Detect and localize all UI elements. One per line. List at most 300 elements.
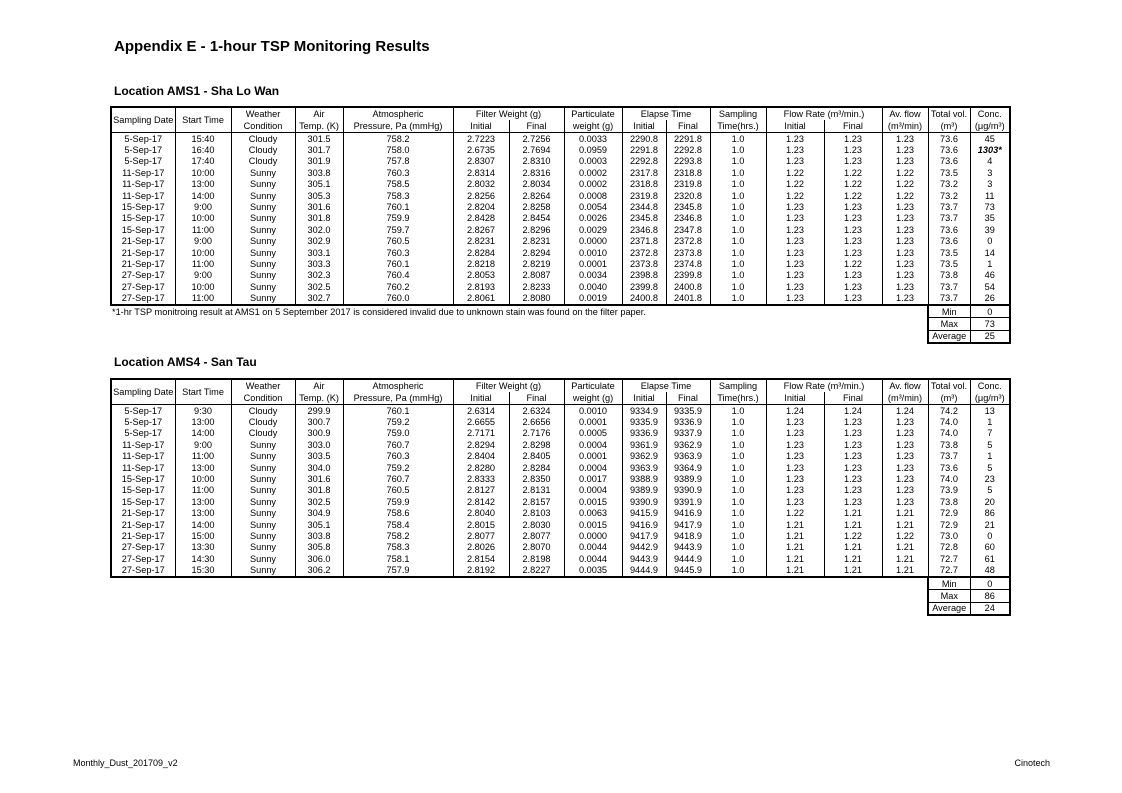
table-cell: 1.0 bbox=[710, 281, 766, 292]
table-cell: 9442.9 bbox=[622, 542, 666, 553]
table-cell: 302.5 bbox=[295, 496, 343, 507]
table-cell: 73.6 bbox=[928, 224, 970, 235]
table-cell: Sunny bbox=[231, 167, 295, 178]
table-cell: 2.6735 bbox=[453, 144, 509, 155]
table-cell: 14:00 bbox=[175, 519, 231, 530]
table-cell: 15-Sep-17 bbox=[111, 496, 175, 507]
table-cell: 1.22 bbox=[766, 167, 824, 178]
table-row bbox=[111, 258, 1010, 269]
table-cell: 1.22 bbox=[882, 179, 928, 190]
table-cell: 1.23 bbox=[766, 416, 824, 427]
table-cell: 9389.9 bbox=[622, 485, 666, 496]
table-cell: 760.4 bbox=[343, 270, 453, 281]
table-cell: 5 bbox=[970, 485, 1010, 496]
table-cell: 61 bbox=[970, 553, 1010, 564]
table-cell: 0.0054 bbox=[564, 201, 622, 212]
table-cell: 2.8142 bbox=[453, 496, 509, 507]
table-cell: 303.0 bbox=[295, 439, 343, 450]
table-cell: 9337.9 bbox=[666, 428, 710, 439]
table-cell: 73.7 bbox=[928, 292, 970, 304]
table-cell: 46 bbox=[970, 270, 1010, 281]
table-cell: 1.22 bbox=[824, 258, 882, 269]
table-cell: 10:00 bbox=[175, 473, 231, 484]
table-cell: 2.8256 bbox=[453, 190, 509, 201]
table-cell: 1.22 bbox=[882, 530, 928, 541]
table-cell: 23 bbox=[970, 473, 1010, 484]
table-cell: 0.0004 bbox=[564, 439, 622, 450]
table-row bbox=[111, 292, 1010, 304]
table-cell: 2.8296 bbox=[509, 224, 564, 235]
header-total-vol: Total vol. bbox=[928, 379, 970, 392]
table-row bbox=[111, 156, 1010, 167]
header-av-flow-unit: (m³/min) bbox=[882, 392, 928, 405]
table-cell: 74.2 bbox=[928, 405, 970, 417]
table-cell: 11 bbox=[970, 190, 1010, 201]
table-cell: 13:00 bbox=[175, 179, 231, 190]
table-cell: 2.8350 bbox=[509, 473, 564, 484]
table-cell: Sunny bbox=[231, 258, 295, 269]
table-cell: 1.23 bbox=[824, 451, 882, 462]
table-cell: 1.21 bbox=[824, 542, 882, 553]
table-cell: 9444.9 bbox=[622, 564, 666, 576]
table-row bbox=[111, 439, 1010, 450]
table-row bbox=[111, 247, 1010, 258]
table-row bbox=[111, 553, 1010, 564]
table-cell: Sunny bbox=[231, 179, 295, 190]
table-cell: 45 bbox=[970, 133, 1010, 145]
table-cell: Sunny bbox=[231, 473, 295, 484]
table-cell: 2290.8 bbox=[622, 133, 666, 145]
table-cell: 72.8 bbox=[928, 542, 970, 553]
header-condition: Condition bbox=[231, 392, 295, 405]
table-row bbox=[111, 473, 1010, 484]
table-cell: 2292.8 bbox=[622, 156, 666, 167]
table-cell: 1.23 bbox=[824, 201, 882, 212]
table-cell: 1.23 bbox=[766, 451, 824, 462]
table-cell: 760.3 bbox=[343, 167, 453, 178]
table-cell: Sunny bbox=[231, 508, 295, 519]
table-cell: 9334.9 bbox=[622, 405, 666, 417]
table-cell: 1303* bbox=[970, 144, 1010, 155]
table-cell: 760.0 bbox=[343, 292, 453, 304]
table-cell: 73.7 bbox=[928, 201, 970, 212]
table-cell: 2.6314 bbox=[453, 405, 509, 417]
table-cell: 306.2 bbox=[295, 564, 343, 576]
table-cell: 1.0 bbox=[710, 156, 766, 167]
table-cell: 1.0 bbox=[710, 167, 766, 178]
table-cell: 0.0026 bbox=[564, 213, 622, 224]
table-cell: 303.8 bbox=[295, 530, 343, 541]
table-cell: 2374.8 bbox=[666, 258, 710, 269]
table-cell: 9416.9 bbox=[666, 508, 710, 519]
table-cell: 1.21 bbox=[824, 519, 882, 530]
table-cell: 9335.9 bbox=[622, 416, 666, 427]
table-cell: 2320.8 bbox=[666, 190, 710, 201]
table-cell: 14:00 bbox=[175, 190, 231, 201]
table-cell: 2.8030 bbox=[509, 519, 564, 530]
table-cell: 74.0 bbox=[928, 416, 970, 427]
table-cell: 1.0 bbox=[710, 553, 766, 564]
table-cell: 3 bbox=[970, 179, 1010, 190]
table-cell: 7 bbox=[970, 428, 1010, 439]
table-cell: Sunny bbox=[231, 270, 295, 281]
table-cell: 1.23 bbox=[882, 213, 928, 224]
table-cell: 3 bbox=[970, 167, 1010, 178]
table-cell: 72.9 bbox=[928, 519, 970, 530]
table-row bbox=[111, 213, 1010, 224]
table-cell: 15:40 bbox=[175, 133, 231, 145]
table-cell: 1.23 bbox=[766, 439, 824, 450]
table-cell: 1.23 bbox=[824, 224, 882, 235]
table-row bbox=[111, 542, 1010, 553]
table-cell: 1.0 bbox=[710, 485, 766, 496]
header-flow-initial: Initial bbox=[766, 120, 824, 133]
table-cell: 1 bbox=[970, 258, 1010, 269]
table-cell: 2318.8 bbox=[622, 179, 666, 190]
table-cell: 760.7 bbox=[343, 439, 453, 450]
table-cell: 302.9 bbox=[295, 236, 343, 247]
table-cell: 11-Sep-17 bbox=[111, 439, 175, 450]
table-cell: 1.0 bbox=[710, 258, 766, 269]
table-cell: 1.23 bbox=[766, 133, 824, 145]
table-cell: 11-Sep-17 bbox=[111, 451, 175, 462]
table-cell: 1.23 bbox=[824, 213, 882, 224]
table-cell: 0.0063 bbox=[564, 508, 622, 519]
table-cell: 758.6 bbox=[343, 508, 453, 519]
table-cell: 11-Sep-17 bbox=[111, 462, 175, 473]
table-cell: 15-Sep-17 bbox=[111, 224, 175, 235]
table-cell: 9336.9 bbox=[666, 416, 710, 427]
table-cell: 759.9 bbox=[343, 496, 453, 507]
table-cell: 9:00 bbox=[175, 439, 231, 450]
header-sampling-date: Sampling Date bbox=[111, 379, 175, 405]
header-time-hrs: Time(hrs.) bbox=[710, 120, 766, 133]
table-cell: 11:00 bbox=[175, 451, 231, 462]
table-cell: 2399.8 bbox=[622, 281, 666, 292]
table-cell: Cloudy bbox=[231, 133, 295, 145]
table-cell: 2.8219 bbox=[509, 258, 564, 269]
header-condition: Condition bbox=[231, 120, 295, 133]
table-row bbox=[111, 179, 1010, 190]
table-cell: 9:30 bbox=[175, 405, 231, 417]
table-cell: 300.9 bbox=[295, 428, 343, 439]
table-cell: 11-Sep-17 bbox=[111, 190, 175, 201]
table-cell: 1.23 bbox=[766, 213, 824, 224]
table-cell: 1.0 bbox=[710, 439, 766, 450]
table-cell: 300.7 bbox=[295, 416, 343, 427]
header-total-vol-unit: (m³) bbox=[928, 392, 970, 405]
table-cell: 1 bbox=[970, 451, 1010, 462]
table-cell: 2.8267 bbox=[453, 224, 509, 235]
table-cell: 1.22 bbox=[824, 179, 882, 190]
table-cell: 27-Sep-17 bbox=[111, 281, 175, 292]
table-cell: Sunny bbox=[231, 530, 295, 541]
table-cell: 302.7 bbox=[295, 292, 343, 304]
table-cell: 1.23 bbox=[766, 236, 824, 247]
stat-label: Max bbox=[928, 318, 970, 330]
header-flow-final: Final bbox=[824, 392, 882, 405]
table-cell: 16:40 bbox=[175, 144, 231, 155]
table-cell: 73.2 bbox=[928, 190, 970, 201]
table-cell: 5 bbox=[970, 439, 1010, 450]
table-cell: 1.23 bbox=[882, 144, 928, 155]
table-row bbox=[111, 144, 1010, 155]
table-cell: 39 bbox=[970, 224, 1010, 235]
table-cell: 21-Sep-17 bbox=[111, 236, 175, 247]
table-cell: 2398.8 bbox=[622, 270, 666, 281]
header-filter-weight: Filter Weight (g) bbox=[453, 107, 564, 120]
table-cell: 1.0 bbox=[710, 236, 766, 247]
table-cell: 1.21 bbox=[766, 542, 824, 553]
table-cell: 2.8316 bbox=[509, 167, 564, 178]
table-row bbox=[111, 496, 1010, 507]
table-cell: 9391.9 bbox=[666, 496, 710, 507]
table-cell: 1.23 bbox=[882, 201, 928, 212]
table-cell: 760.5 bbox=[343, 485, 453, 496]
table-cell: Sunny bbox=[231, 451, 295, 462]
table-cell: 10:00 bbox=[175, 281, 231, 292]
table-row bbox=[111, 416, 1010, 427]
table-cell: 1.0 bbox=[710, 144, 766, 155]
header-conc: Conc. bbox=[970, 107, 1010, 120]
table-cell: 10:00 bbox=[175, 247, 231, 258]
table-cell: 1.22 bbox=[824, 190, 882, 201]
table-cell: 1.23 bbox=[824, 144, 882, 155]
table-row bbox=[111, 281, 1010, 292]
table-cell: 2.8264 bbox=[509, 190, 564, 201]
header-conc: Conc. bbox=[970, 379, 1010, 392]
header-conc-unit: (μg/m³) bbox=[970, 392, 1010, 405]
header-total-vol: Total vol. bbox=[928, 107, 970, 120]
table-cell: 9415.9 bbox=[622, 508, 666, 519]
table-cell: 0.0035 bbox=[564, 564, 622, 576]
table-cell: 0.0005 bbox=[564, 428, 622, 439]
table-cell: Cloudy bbox=[231, 156, 295, 167]
table-cell: 9:00 bbox=[175, 201, 231, 212]
header-elapse-time: Elapse Time bbox=[622, 107, 710, 120]
table-cell: 27-Sep-17 bbox=[111, 270, 175, 281]
table-cell: 73.6 bbox=[928, 144, 970, 155]
table-cell: 303.5 bbox=[295, 451, 343, 462]
table-cell: 758.1 bbox=[343, 553, 453, 564]
table-cell: 757.8 bbox=[343, 156, 453, 167]
table-cell: 1.0 bbox=[710, 564, 766, 576]
table-cell: 2.7171 bbox=[453, 428, 509, 439]
table-cell: 9361.9 bbox=[622, 439, 666, 450]
page-title: Appendix E - 1-hour TSP Monitoring Results bbox=[114, 38, 430, 55]
table-cell: 73.6 bbox=[928, 133, 970, 145]
header-temp: Temp. (K) bbox=[295, 392, 343, 405]
table-row bbox=[111, 270, 1010, 281]
table-cell: 1.0 bbox=[710, 179, 766, 190]
table-cell: 13 bbox=[970, 405, 1010, 417]
table-cell: 1.23 bbox=[766, 224, 824, 235]
table-cell: 1.23 bbox=[766, 496, 824, 507]
table-cell: 303.3 bbox=[295, 258, 343, 269]
table-cell: 2.8198 bbox=[509, 553, 564, 564]
table-cell: 1.0 bbox=[710, 270, 766, 281]
table-cell: 0 bbox=[970, 530, 1010, 541]
table-cell: 0.0959 bbox=[564, 144, 622, 155]
table-cell: Cloudy bbox=[231, 405, 295, 417]
table-cell: 2.8061 bbox=[453, 292, 509, 304]
table-cell: 2.8032 bbox=[453, 179, 509, 190]
table-cell: 0.0001 bbox=[564, 451, 622, 462]
table-cell: 2.8026 bbox=[453, 542, 509, 553]
table-cell: 1.0 bbox=[710, 224, 766, 235]
table-cell: Sunny bbox=[231, 519, 295, 530]
header-start-time: Start Time bbox=[175, 379, 231, 405]
table-cell: 2.8231 bbox=[509, 236, 564, 247]
table-cell: 9390.9 bbox=[666, 485, 710, 496]
table-cell: 9362.9 bbox=[622, 451, 666, 462]
stats-row bbox=[111, 602, 1010, 615]
table-cell: 760.1 bbox=[343, 405, 453, 417]
table-cell: 760.7 bbox=[343, 473, 453, 484]
table-cell: 302.3 bbox=[295, 270, 343, 281]
header-elapse-final: Final bbox=[666, 120, 710, 133]
table-cell: 1.23 bbox=[824, 292, 882, 304]
table-cell: 1.23 bbox=[882, 292, 928, 304]
table-cell: 2372.8 bbox=[666, 236, 710, 247]
table-cell: Cloudy bbox=[231, 416, 295, 427]
table-cell: 5 bbox=[970, 462, 1010, 473]
table-cell: 72.7 bbox=[928, 564, 970, 576]
table-cell: 10:00 bbox=[175, 167, 231, 178]
table-cell: 1.0 bbox=[710, 247, 766, 258]
table-cell: 2292.8 bbox=[666, 144, 710, 155]
table-cell: 11:00 bbox=[175, 292, 231, 304]
stats-row bbox=[111, 590, 1010, 602]
table-cell: 1.23 bbox=[824, 428, 882, 439]
table-cell: Sunny bbox=[231, 190, 295, 201]
spacer bbox=[111, 577, 928, 590]
header-air: Air bbox=[295, 107, 343, 120]
table-cell: 0.0001 bbox=[564, 258, 622, 269]
table-cell: 21-Sep-17 bbox=[111, 519, 175, 530]
table-cell: 758.2 bbox=[343, 133, 453, 145]
stat-value: 0 bbox=[970, 577, 1010, 590]
table-cell: 760.1 bbox=[343, 201, 453, 212]
table-cell: 1.23 bbox=[766, 428, 824, 439]
table-cell: 73.0 bbox=[928, 530, 970, 541]
table-cell: 1.23 bbox=[824, 439, 882, 450]
table-cell: 1.21 bbox=[882, 508, 928, 519]
table-cell: 0.0044 bbox=[564, 553, 622, 564]
table-cell: 27-Sep-17 bbox=[111, 542, 175, 553]
table-cell: 0.0040 bbox=[564, 281, 622, 292]
table-cell: 1.21 bbox=[882, 519, 928, 530]
table-cell: 2.8294 bbox=[453, 439, 509, 450]
footer-company: Cinotech bbox=[1014, 758, 1050, 768]
table-cell: 1.24 bbox=[824, 405, 882, 417]
table-cell: 2.8231 bbox=[453, 236, 509, 247]
table-cell: 1.23 bbox=[766, 156, 824, 167]
table-cell: 27-Sep-17 bbox=[111, 292, 175, 304]
table-cell: 2.8080 bbox=[509, 292, 564, 304]
table-cell: 758.5 bbox=[343, 179, 453, 190]
table-cell: 0.0015 bbox=[564, 496, 622, 507]
table-cell: 301.6 bbox=[295, 473, 343, 484]
table-cell: 9417.9 bbox=[666, 519, 710, 530]
table-cell: 9445.9 bbox=[666, 564, 710, 576]
table-cell: 1.23 bbox=[882, 428, 928, 439]
table-row bbox=[111, 485, 1010, 496]
table-cell: 2.8258 bbox=[509, 201, 564, 212]
table-cell: 1.21 bbox=[824, 553, 882, 564]
table-cell: 0.0029 bbox=[564, 224, 622, 235]
table-cell: 302.0 bbox=[295, 224, 343, 235]
header-weather: Weather bbox=[231, 379, 295, 392]
header-start-time: Start Time bbox=[175, 107, 231, 133]
header-filter-weight: Filter Weight (g) bbox=[453, 379, 564, 392]
table-cell: 2291.8 bbox=[666, 133, 710, 145]
table-cell: 1.23 bbox=[882, 156, 928, 167]
table-cell: 1.23 bbox=[824, 133, 882, 145]
table-row bbox=[111, 462, 1010, 473]
table-cell: 2.8193 bbox=[453, 281, 509, 292]
header-total-vol-unit: (m³) bbox=[928, 120, 970, 133]
table-cell: 14:00 bbox=[175, 428, 231, 439]
table-row bbox=[111, 190, 1010, 201]
stat-label: Average bbox=[928, 602, 970, 615]
table-cell: 759.2 bbox=[343, 462, 453, 473]
table-cell: 60 bbox=[970, 542, 1010, 553]
table-cell: Sunny bbox=[231, 462, 295, 473]
table-cell: 1.23 bbox=[882, 133, 928, 145]
table-cell: 2372.8 bbox=[622, 247, 666, 258]
header-atmospheric: Atmospheric bbox=[343, 107, 453, 120]
table-cell: 1.24 bbox=[766, 405, 824, 417]
table-cell: 5-Sep-17 bbox=[111, 416, 175, 427]
table-cell: 1.21 bbox=[824, 508, 882, 519]
table-cell: 2400.8 bbox=[666, 281, 710, 292]
table-cell: 21 bbox=[970, 519, 1010, 530]
location-title-ams4: Location AMS4 - San Tau bbox=[114, 355, 257, 369]
stat-label: Average bbox=[928, 330, 970, 343]
table-cell: 2.8310 bbox=[509, 156, 564, 167]
table-cell: Sunny bbox=[231, 564, 295, 576]
table-cell: 758.3 bbox=[343, 190, 453, 201]
header-flow-initial: Initial bbox=[766, 392, 824, 405]
table-cell: 2.8077 bbox=[509, 530, 564, 541]
table-cell: 9443.9 bbox=[666, 542, 710, 553]
header-av-flow: Av. flow bbox=[882, 107, 928, 120]
table-cell: Cloudy bbox=[231, 144, 295, 155]
stat-value: 24 bbox=[970, 602, 1010, 615]
table-cell: 2.6324 bbox=[509, 405, 564, 417]
table-cell: Sunny bbox=[231, 542, 295, 553]
table-cell: 2400.8 bbox=[622, 292, 666, 304]
spacer bbox=[111, 330, 928, 343]
results-table-ams1 bbox=[110, 106, 1011, 344]
table-cell: 1.23 bbox=[882, 473, 928, 484]
table-cell: 0.0001 bbox=[564, 416, 622, 427]
stat-value: 25 bbox=[970, 330, 1010, 343]
location-title-ams1: Location AMS1 - Sha Lo Wan bbox=[114, 84, 280, 98]
table-cell: 2319.8 bbox=[622, 190, 666, 201]
table-cell: 757.9 bbox=[343, 564, 453, 576]
table-cell: 304.9 bbox=[295, 508, 343, 519]
table-cell: 2317.8 bbox=[622, 167, 666, 178]
table-cell: 2293.8 bbox=[666, 156, 710, 167]
table-cell: 54 bbox=[970, 281, 1010, 292]
header-temp: Temp. (K) bbox=[295, 120, 343, 133]
results-table-ams4 bbox=[110, 378, 1011, 616]
table-cell: 73.2 bbox=[928, 179, 970, 190]
table-row bbox=[111, 519, 1010, 530]
table-cell: 73.6 bbox=[928, 236, 970, 247]
